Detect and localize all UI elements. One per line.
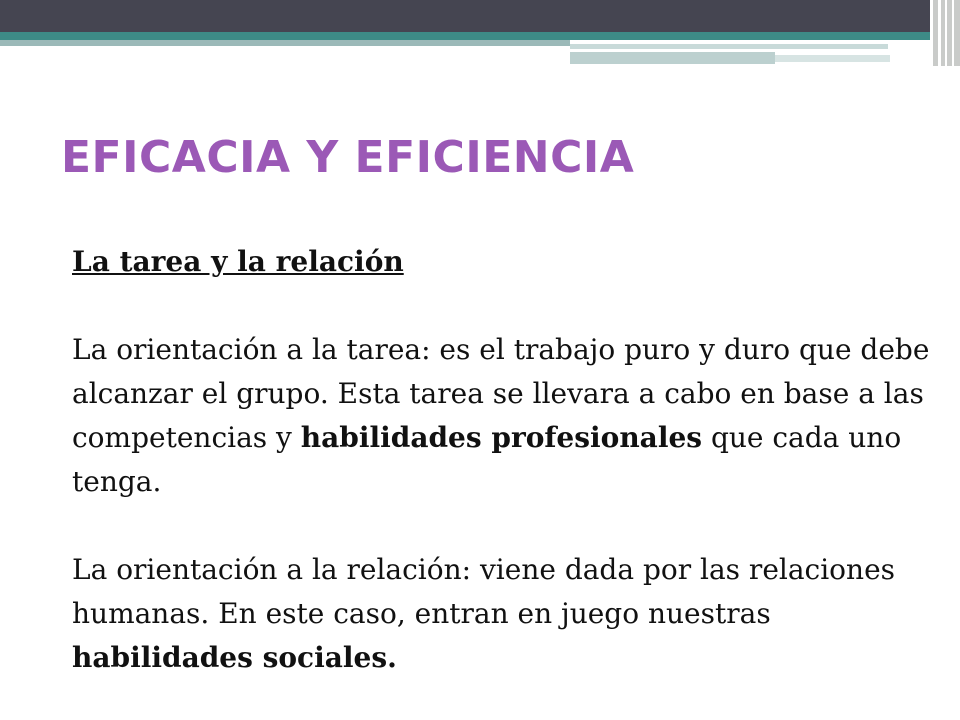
slide-subtitle: La tarea y la relación: [72, 245, 404, 278]
paragraph-relation-text: La orientación a la relación: viene dada por las relaciones humanas. En este caso, entran en juego nuestras: [72, 553, 896, 630]
header-vertical-stripes: [928, 0, 960, 70]
paragraph-relation: [72, 548, 932, 680]
slide-title: EFICACIA Y EFICIENCIA: [61, 132, 635, 183]
paragraph-task-text-end: que cada uno tenga.: [72, 421, 902, 498]
paragraph-task-bold: habilidades profesionales: [300, 421, 703, 454]
header-bar-light: [570, 44, 888, 49]
header-bar-light: [570, 52, 775, 64]
paragraph-relation-bold: habilidades sociales.: [72, 641, 397, 674]
paragraph-task-text: La orientación a la tarea: es el trabajo puro y duro que debe alcanzar el grupo. Esta tarea se llevara a cabo en base a las competencias y: [72, 333, 930, 454]
header-bar-dark: [0, 0, 960, 32]
header-bar-light: [775, 55, 890, 62]
slide-body: [72, 240, 932, 680]
header-bar-light: [0, 40, 570, 46]
header-bar-teal: [0, 32, 960, 40]
paragraph-task: [72, 328, 932, 504]
